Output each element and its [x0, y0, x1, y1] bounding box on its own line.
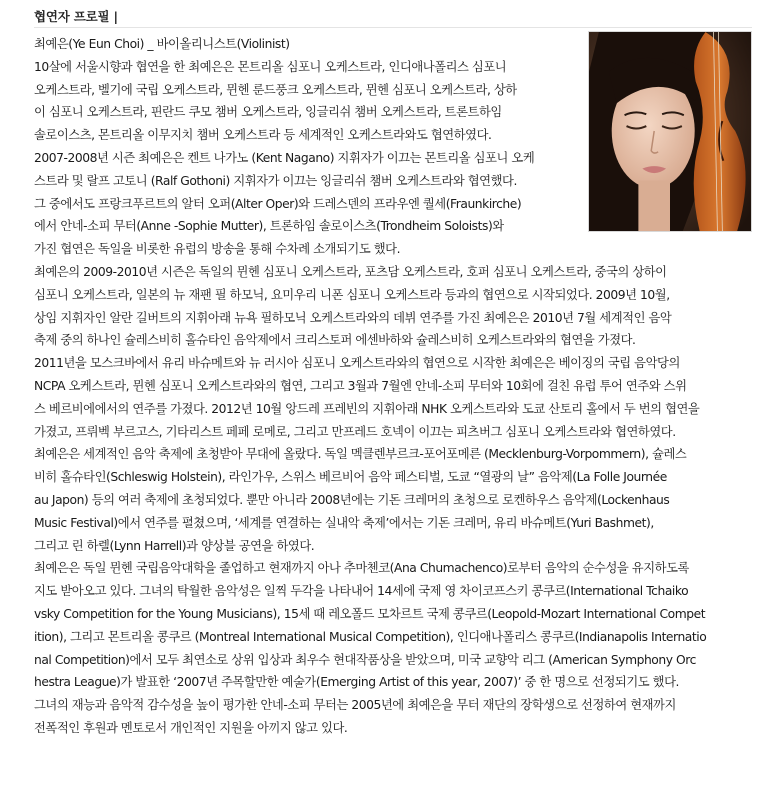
bio-line: 솔로이스츠, 몬트리올 이무지치 챔버 오케스트라 등 세계적인 오케스트라와도 협연하였다. [34, 128, 492, 143]
bio-line: nal Competition)에서 모두 최연소로 상위 입상과 최우수 현대작품상을 받았으며, 미국 교향악 리그 (American Symphony Orc [34, 652, 696, 667]
bio-line: 에서 안네-소피 무터(Anne -Sophie Mutter), 트론하임 솔로이스츠(Trondheim Soloists)와 [34, 219, 504, 234]
biography-text [34, 33, 754, 740]
bio-line: 지도 받아오고 있다. 그녀의 탁월한 음악성은 일찍 두각을 나타내어 14세에 국제 영 차이코프스키 콩쿠르(International Tchaiko [34, 584, 689, 599]
bio-line: 심포니 오케스트라, 일본의 뉴 재팬 필 하모닉, 요미우리 니폰 심포니 오케스트라 등과의 협연으로 시작되었다. 2009년 10월, [34, 287, 670, 302]
bio-line: 최예은의 2009-2010년 시즌은 독일의 뮌헨 심포니 오케스트라, 포츠담 오케스트라, 호퍼 심포니 오케스트라, 중국의 상하이 [34, 264, 667, 279]
bio-line: 전폭적인 후원과 멘토로서 개인적인 지원을 아끼지 않고 있다. [34, 720, 348, 735]
bio-line: 스 베르비에에서의 연주를 가졌다. 2012년 10월 앙드레 프레빈의 지휘아래 NHK 오케스트라와 도쿄 산토리 홀에서 두 번의 협연을 [34, 401, 700, 416]
bio-title-line: 최예은(Ye Eun Choi) _ 바이올리니스트(Violinist) [34, 37, 290, 51]
bio-line: ition), 그리고 몬트리올 콩쿠르 (Montreal International Musical Competition), 인디애나폴리스 콩쿠르(Indianapolis Internatio [34, 629, 707, 644]
bio-line: hestra League)가 발표한 ‘2007년 주목할만한 예술가(Emerging Artist of this year, 2007)’ 중 한 명으로 선정되기도 했다. [34, 675, 679, 690]
bio-line: 그 중에서도 프랑크푸르트의 알터 오퍼(Alter Oper)와 드레스덴의 프라우엔 퀄세(Fraunkirche) [34, 196, 522, 211]
bio-line: NCPA 오케스트라, 뮌헨 심포니 오케스트라와의 협연, 그리고 3월과 7월엔 안네-소피 무터와 10회에 걸친 유럽 투어 연주와 스위 [34, 378, 687, 393]
bio-line: au Japon) 등의 여러 축제에 초청되었다. 뿐만 아니라 2008년에는 기돈 크레머의 초청으로 로켄하우스 음악제(Lockenhaus [34, 492, 670, 507]
bio-line: 가졌고, 프뤼벡 부르고스, 기타리스트 페페 로메로, 그리고 만프레드 호넥이 이끄는 피츠버그 심포니 오케스트라와 협연하였다. [34, 424, 676, 439]
bio-line: 이 심포니 오케스트라, 핀란드 쿠모 챔버 오케스트라, 잉글리쉬 챔버 오케스트라, 트론트하임 [34, 105, 502, 120]
bio-line: 축제 중의 하나인 슐레스비히 홀슈타인 음악제에서 크리스토퍼 에센바하와 슐레스비히 오케스트라와의 협연을 가졌다. [34, 333, 636, 348]
bio-line: 최예은은 세계적인 음악 축제에 초청받아 무대에 올랐다. 독일 멕클렌부르크-포어포메른 (Mecklenburg-Vorpommern), 슐레스 [34, 447, 687, 462]
bio-line: vsky Competition for the Young Musicians), 15세 때 레오폴드 모차르트 국제 콩쿠르(Leopold-Mozart International Compet [34, 606, 706, 621]
bio-line: 오케스트라, 벨기에 국립 오케스트라, 뮌헨 룬드풍크 오케스트라, 뮌헨 심포니 오케스트라, 상하 [34, 82, 517, 97]
bio-line: 10살에 서울시향과 협연을 한 최예은은 몬트리올 심포니 오케스트라, 인디애나폴리스 심포니 [34, 59, 507, 74]
bio-line: 스트라 및 랄프 고토니 (Ralf Gothoni) 지휘자가 이끄는 잉글리쉬 챔버 오케스트라와 협연했다. [34, 173, 517, 188]
bio-line: 가진 협연은 독일을 비롯한 유럽의 방송을 통해 수차례 소개되기도 했다. [34, 242, 401, 257]
bio-line: 2011년을 모스크바에서 유리 바슈메트와 뉴 러시아 심포니 오케스트라와의 협연으로 시작한 최예은은 베이징의 국립 음악당의 [34, 356, 680, 371]
section-heading: 협연자 프로필 | [34, 9, 118, 24]
bio-line: 비히 홀슈타인(Schleswig Holstein), 라인가우, 스위스 베르비어 음악 페스티벌, 도쿄 “열광의 날” 음악제(La Folle Journée [34, 470, 667, 485]
bio-line: 2007-2008년 시즌 최예은은 켄트 나가노 (Kent Nagano) 지휘자가 이끄는 몬트리올 심포니 오케 [34, 150, 535, 165]
bio-line: Music Festival)에서 연주를 펼쳤으며, ‘세계를 연결하는 실내악 축제’에서는 기돈 크레머, 유리 바슈메트(Yuri Bashmet), [34, 515, 654, 530]
bio-line: 그리고 린 하렐(Lynn Harrell)과 양상블 공연을 하였다. [34, 538, 315, 553]
bio-line: 최예은은 독일 뮌헨 국립음악대학을 졸업하고 현재까지 아나 추마첸코(Ana Chumachenco)로부터 음악의 순수성을 유지하도록 [34, 561, 689, 576]
bio-line: 그녀의 재능과 음악적 감수성을 높이 평가한 안네-소피 무터는 2005년에 최예은을 무터 재단의 장학생으로 선정하여 현재까지 [34, 698, 676, 713]
bio-line: 상임 지휘자인 알란 길버트의 지휘아래 뉴욕 필하모닉 오케스트라와의 데뷔 연주를 가진 최예은은 2010년 7월 세계적인 음악 [34, 310, 672, 325]
heading-divider [34, 27, 752, 28]
